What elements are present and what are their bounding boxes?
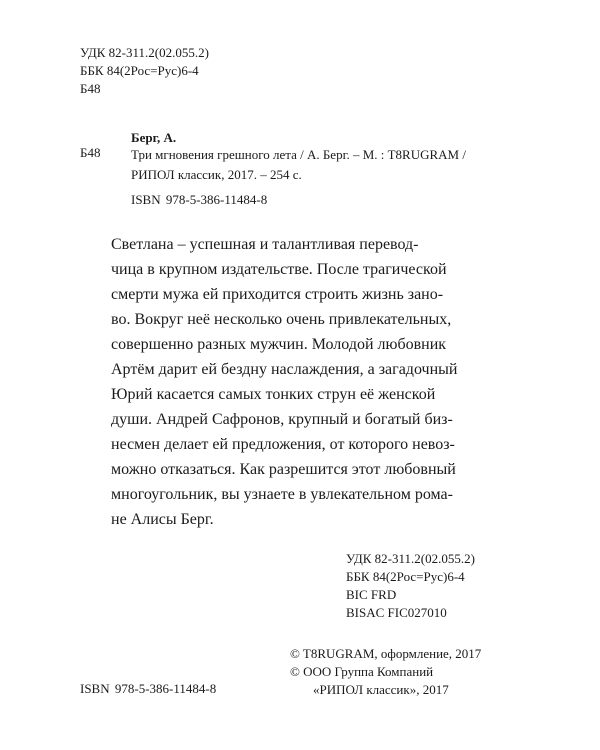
- author-name: Берг, А.: [131, 130, 177, 145]
- isbn-entry: ISBN 978-5-386-11484-8: [131, 192, 268, 207]
- biblio-line-1: Три мгновения грешного лета / А. Берг. – М. : T8RUGRAM /: [131, 147, 466, 162]
- bibliographic-description: [131, 145, 466, 185]
- annotation-line: не Алисы Берг.: [111, 511, 214, 528]
- copyright-line-3: «РИПОЛ классик», 2017: [313, 682, 449, 697]
- annotation-line: души. Андрей Сафронов, крупный и богатый биз-: [111, 411, 453, 428]
- bic-code: BIC FRD: [346, 587, 397, 602]
- isbn-footer: ISBN 978-5-386-11484-8: [80, 681, 217, 696]
- bbk-code: ББК 84(2Рос=Рус)6-4: [346, 569, 465, 584]
- classification-codes-block: [346, 550, 475, 622]
- copyright-block: [290, 645, 481, 699]
- annotation-line: во. Вокруг неё несколько очень привлекательных,: [111, 311, 452, 328]
- copyright-line-2: © ООО Группа Компаний: [290, 664, 434, 679]
- annotation-line: Юрий касается самых тонких струн её женской: [111, 386, 436, 403]
- annotation-line: Светлана – успешная и талантливая перевод-: [111, 236, 419, 253]
- annotation-text: [111, 232, 457, 532]
- annotation-line: многоугольник, вы узнаете в увлекательном рома-: [111, 486, 453, 503]
- annotation-line: можно отказаться. Как разрешится этот любовный: [111, 461, 456, 478]
- annotation-line: Артём дарит ей бездну наслаждения, а загадочный: [111, 361, 458, 378]
- annotation-line: смерти мужа ей приходится строить жизнь зано-: [111, 286, 444, 303]
- bbk-code: ББК 84(2Рос=Рус)6-4: [80, 63, 199, 78]
- annotation-line: чица в крупном издательстве. После трагической: [111, 261, 447, 278]
- udk-code: УДК 82-311.2(02.055.2): [80, 45, 209, 60]
- annotation-line: совершенно разных мужчин. Молодой любовник: [111, 336, 447, 353]
- entry-author-mark: Б48: [80, 145, 101, 160]
- bisac-code: BISAC FIC027010: [346, 605, 447, 620]
- annotation-line: несмен делает ей предложения, от которого невоз-: [111, 436, 455, 453]
- udk-code: УДК 82-311.2(02.055.2): [346, 551, 475, 566]
- top-classification-codes: [80, 44, 209, 98]
- copyright-line-1: © T8RUGRAM, оформление, 2017: [290, 646, 482, 661]
- biblio-line-2: РИПОЛ классик, 2017. – 254 с.: [131, 167, 302, 182]
- author-mark: Б48: [80, 81, 101, 96]
